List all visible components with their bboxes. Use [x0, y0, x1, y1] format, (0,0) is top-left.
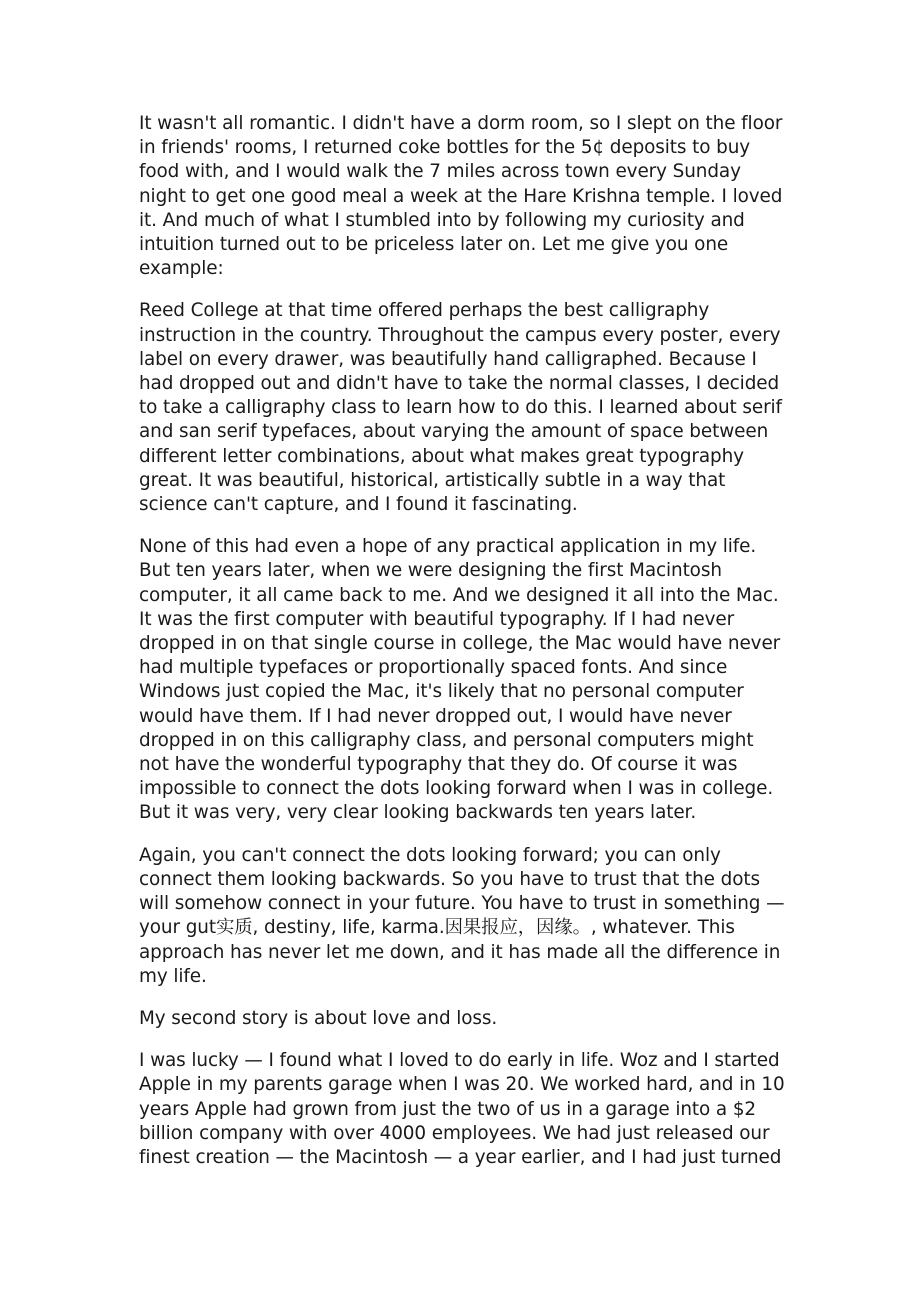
document-body — [139, 112, 787, 1188]
paragraph-reed-college: Reed College at that time offered perhaps the best calligraphy instruction in the country. Throughout the campus every poster, every label on every drawer, was beautifully hand calligraphed. Because I had dropped out and didn't have to take the normal classes, I decided to take a calligraphy class to learn how to do this. I learned about serif and san serif typefaces, about varying the amount of space between different letter combinations, about what makes great typography great. It was beautiful, historical, artistically subtle in a way that science can't capture, and I found it fascinating. — [139, 300, 782, 516]
paragraph-apple-start: I was lucky — I found what I loved to do early in life. Woz and I started Apple in my parents garage when I was 20. We worked hard, and in 10 years Apple had grown from just the two of us in a garage into a $2 billion company with over 4000 employees. We had just released our finest creation — the Macintosh — a year earlier, and I had just turned — [139, 1050, 785, 1168]
paragraph-romantic: It wasn't all romantic. I didn't have a dorm room, so I slept on the floor in friends' rooms, I returned coke bottles for the 5¢ deposits to buy food with, and I would walk the 7 miles across town every Sunday night to get one good meal a week at the Hare Krishna temple. I loved it. And much of what I stumbled into by following my curiosity and intuition turned out to be priceless later on. Let me give you one example: — [139, 113, 783, 280]
paragraph-macintosh: None of this had even a hope of any practical application in my life. But ten years later, when we were designing the first Macintosh computer, it all came back to me. And we designed it all into the Mac. It was the first computer with beautiful typography. If I had never dropped in on that single course in college, the Mac would have never had multiple typefaces or proportionally spaced fonts. And since Windows just copied the Mac, it's likely that no personal computer would have them. If I had never dropped out, I would have never dropped in on this calligraphy class, and personal computers might not have the wonderful typography that they do. Of course it was impossible to connect the dots looking forward when I was in college. But it was very, very clear looking backwards ten years later. — [139, 536, 781, 824]
paragraph-connect-dots: Again, you can't connect the dots looking forward; you can only connect them looking backwards. So you have to trust that the dots will somehow connect in your future. You have to trust in something — your gut实质, destiny, life, karma.因果报应，因缘。, whatever. This approach has never let me down, and it has made all the difference in my life. — [139, 844, 785, 987]
paragraph-second-story: My second story is about love and loss. — [139, 1007, 498, 1029]
